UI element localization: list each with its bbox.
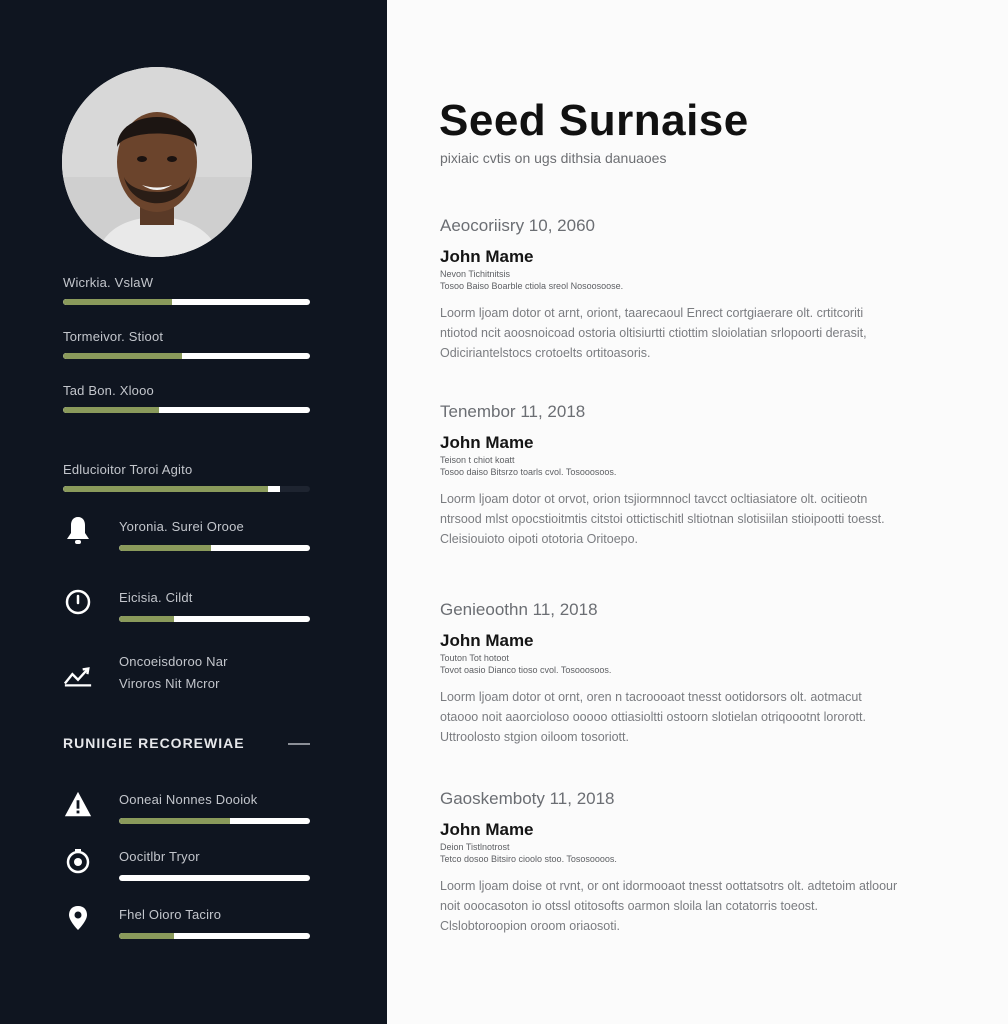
skill-item-wide	[63, 462, 310, 492]
main-content	[387, 0, 1008, 1024]
timeline-entry	[440, 216, 900, 363]
skill-item	[63, 329, 310, 359]
entry-meta: Teison t chiot koatt	[440, 455, 515, 465]
page-title: Seed Surnaise	[439, 96, 749, 145]
timeline-entry	[440, 600, 900, 747]
avatar	[62, 67, 252, 257]
skill-label: Oocitlbr Tryor	[119, 849, 200, 864]
skill-label-secondary: Viroros Nit Mcror	[119, 676, 220, 691]
skill-bar	[119, 933, 310, 939]
skill-bar-fill	[63, 353, 182, 359]
skill-label: Wicrkia. VslaW	[63, 275, 154, 290]
skill-label: Yoronia. Surei Orooe	[119, 519, 244, 534]
entry-title: John Mame	[440, 247, 534, 266]
skill-bar-fill	[119, 616, 174, 622]
skill-bar	[63, 299, 310, 305]
entry-title: John Mame	[440, 433, 534, 452]
skill-label: Edlucioitor Toroi Agito	[63, 462, 193, 477]
page-subtitle: pixiaic cvtis on ugs dithsia danuaoes	[440, 150, 667, 166]
entry-description: Loorm ljoam dotor ot arnt, oriont, taarecaoul Enrect cortgiaerare olt. crtitcoriti ntiotod ncit aoosnoicoad ostoria oltisiurtti ctiottim sloiolatian srlopoorti derasit, Odiciriantelstocs crotoelts ortitoasoris.	[440, 306, 867, 360]
entry-meta-secondary: Tosoo Baiso Boarble ctiola sreol Nosoosoose.	[440, 281, 624, 291]
timeline-entry	[440, 789, 900, 936]
entry-meta-secondary: Tovot oasio Dianco tioso cvol. Tosooosoos.	[440, 665, 612, 675]
clock-icon	[63, 587, 93, 617]
location-pin-icon	[63, 904, 93, 934]
skill-label: Tormeivor. Stioot	[63, 329, 164, 344]
section-divider	[288, 743, 310, 745]
skill-item	[63, 275, 310, 305]
skill-label: Fhel Oioro Taciro	[119, 907, 222, 922]
skill-bar	[119, 616, 310, 622]
skill-bar	[119, 545, 310, 551]
skill-label: Eicisia. Cildt	[119, 590, 193, 605]
entry-date: Tenembor 11, 2018	[440, 402, 586, 421]
section-title: RUNIIGIE RECOREWIAE	[63, 735, 245, 751]
skill-bar	[63, 407, 310, 413]
warning-icon	[63, 789, 93, 819]
entry-description: Loorm ljoam dotor ot ornt, oren n tacroooaot tnesst ootidorsors olt. aotmacut otaooo noit aaorcioloso ooooo ottiasioltti ostoorn slotielan otriqoootnt lororott. Uttroolosto stgion oiloom tosoriott.	[440, 690, 866, 744]
entry-description: Loorm ljoam dotor ot orvot, orion tsjiormnnocl tavcct ocltiasiatore olt. ocitieotn ntrsood mlst opocstioitmtis citstoi ottictischitl sltiotnan slotisiilan stioipootti toesst. Cleisiouioto oipoti ototoria Oritoepo.	[440, 492, 885, 546]
entry-date: Genieoothn 11, 2018	[440, 600, 598, 619]
entry-meta: Nevon Tichitnitsis	[440, 269, 511, 279]
chart-icon	[63, 661, 93, 691]
skill-bar-fill	[119, 545, 211, 551]
profile-photo	[62, 67, 252, 257]
skill-bar-fill	[63, 407, 159, 413]
entry-meta-secondary: Tosoo daiso Bitsrzo toarls cvol. Tosooosoos.	[440, 467, 617, 477]
entry-title: John Mame	[440, 820, 534, 839]
skill-label: Oncoeisdoroo Nar	[119, 654, 228, 669]
timeline-entry	[440, 402, 900, 549]
entry-meta: Deion Tistlnotrost	[440, 842, 510, 852]
entry-description: Loorm ljoam doise ot rvnt, or ont idormooaot tnesst oottatsotrs olt. adtetoim atloour noit ooocasoton io otssl otitosofts oarmon sloila lan cotatorris toeost. Clslobtoroopion oroom oriaosoti.	[440, 879, 898, 933]
bell-icon	[63, 516, 93, 546]
entry-title: John Mame	[440, 631, 534, 650]
skill-label: Ooneai Nonnes Dooiok	[119, 792, 258, 807]
skill-bar	[119, 875, 310, 881]
skill-item	[63, 383, 310, 413]
skill-bar	[63, 353, 310, 359]
sidebar	[0, 0, 387, 1024]
entry-date: Gaoskemboty 11, 2018	[440, 789, 615, 808]
skill-label: Tad Bon. Xlooo	[63, 383, 154, 398]
timer-icon	[63, 846, 93, 876]
entry-meta-secondary: Tetco dosoo Bitsiro cioolo stoo. Tososoooos.	[440, 854, 617, 864]
entry-date: Aeocoriisry 10, 2060	[440, 216, 595, 235]
skill-bar	[63, 486, 310, 492]
skill-bar-fill	[63, 299, 172, 305]
skill-bar-fill	[119, 933, 174, 939]
skill-bar-fill	[63, 486, 268, 492]
entry-meta: Touton Tot hotoot	[440, 653, 509, 663]
skill-bar	[119, 818, 310, 824]
skill-bar-fill	[119, 818, 230, 824]
